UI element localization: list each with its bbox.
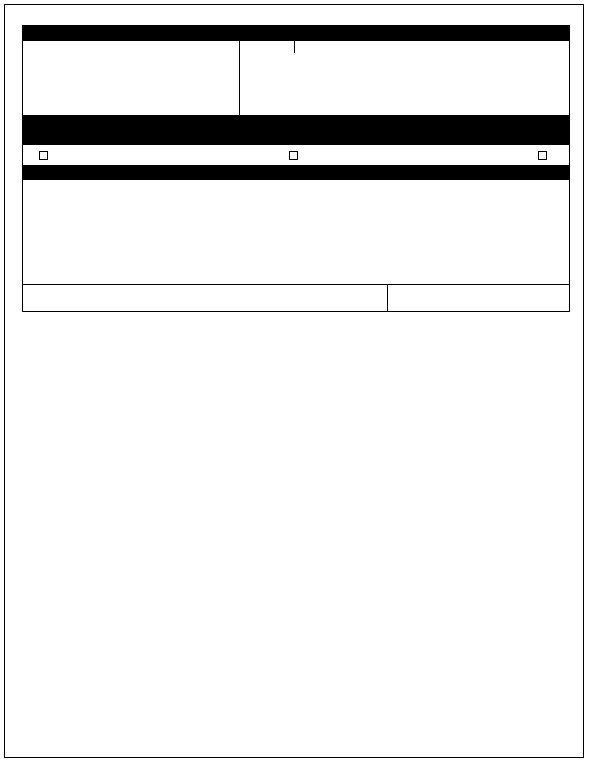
column-header <box>23 41 571 115</box>
competency-form <box>22 25 570 312</box>
competency-profile-title <box>23 26 569 41</box>
signature-field[interactable] <box>23 285 388 311</box>
signature-row <box>23 284 569 311</box>
checkbox-icon[interactable] <box>39 151 48 160</box>
checkbox-icon[interactable] <box>289 151 298 160</box>
competency-areas-heading <box>23 41 239 115</box>
overall-rating-title <box>23 115 569 130</box>
comments-title <box>23 165 569 180</box>
checkbox-icon[interactable] <box>538 151 547 160</box>
rating-scale-note <box>294 41 571 53</box>
date-field[interactable] <box>388 285 392 311</box>
dont-know-heading <box>239 41 294 115</box>
hire-option-do-not[interactable] <box>538 149 553 161</box>
comments-area[interactable] <box>23 180 569 284</box>
hire-option-highly[interactable] <box>39 149 54 161</box>
hiring-recommendation-title <box>23 130 569 145</box>
hiring-options <box>23 145 569 165</box>
hire-option-recommend[interactable] <box>289 149 304 161</box>
